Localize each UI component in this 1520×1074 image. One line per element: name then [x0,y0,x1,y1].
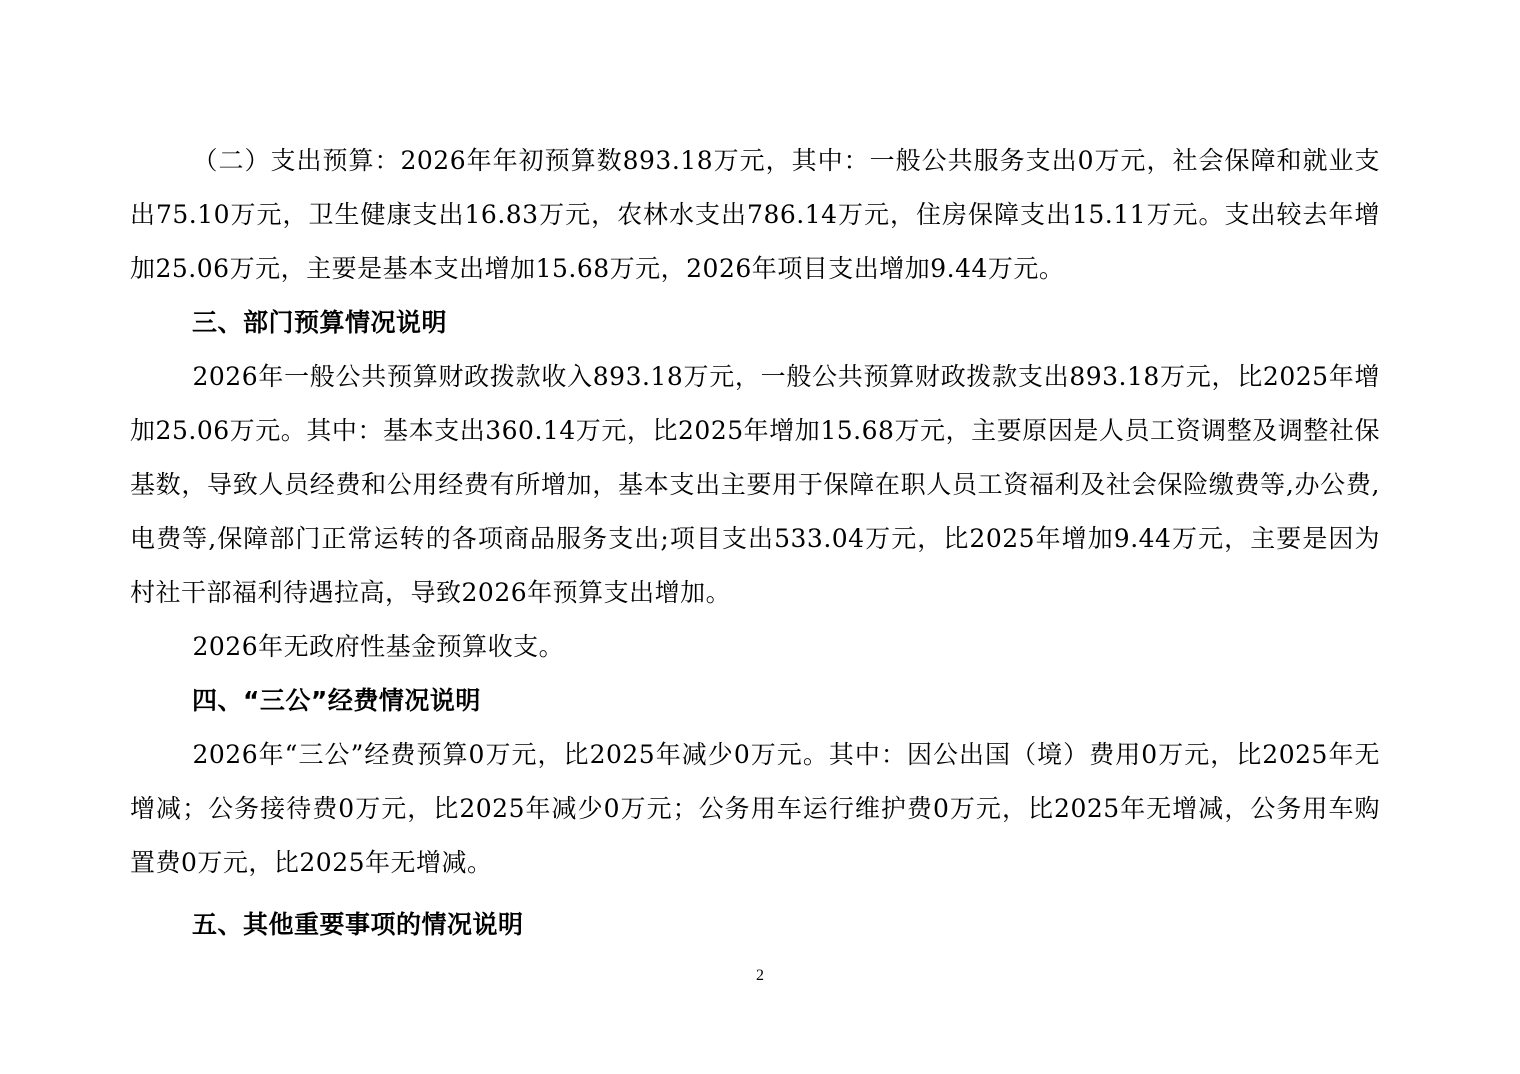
heading-department-budget: 三、部门预算情况说明 [192,308,448,337]
document-body [130,134,1380,952]
paragraph-department-budget: 2026年一般公共预算财政拨款收入893.18万元，一般公共预算财政拨款支出893.18万元，比2025年增加25.06万元。其中：基本支出360.14万元，比2025年增加15.68万元，主要原因是人员工资调整及调整社保基数，导致人员经费和公用经费有所增加，基本支出主要用于保障在职人员工资福利及社会保险缴费等,办公费,电费等,保障部门正常运转的各项商品服务支出;项目支出533.04万元，比2025年增加9.44万元，主要是因为村社干部福利待遇拉高，导致2026年预算支出增加。 [130,362,1380,607]
paragraph-expenditure-budget: （二）支出预算：2026年年初预算数893.18万元，其中：一般公共服务支出0万元，社会保障和就业支出75.10万元，卫生健康支出16.83万元，农林水支出786.14万元，住房保障支出15.11万元。支出较去年增加25.06万元，主要是基本支出增加15.68万元，2026年项目支出增加9.44万元。 [130,146,1380,283]
paragraph-government-fund: 2026年无政府性基金预算收支。 [192,632,565,661]
heading-three-public-expenses: 四、“三公”经费情况说明 [192,686,481,715]
page-number: 2 [756,967,764,984]
paragraph-three-public-expenses: 2026年“三公”经费预算0万元，比2025年减少0万元。其中：因公出国（境）费用0万元，比2025年无增减；公务接待费0万元，比2025年减少0万元；公务用车运行维护费0万元，比2025年无增减，公务用车购置费0万元，比2025年无增减。 [130,740,1380,877]
heading-other-matters: 五、其他重要事项的情况说明 [192,910,524,939]
